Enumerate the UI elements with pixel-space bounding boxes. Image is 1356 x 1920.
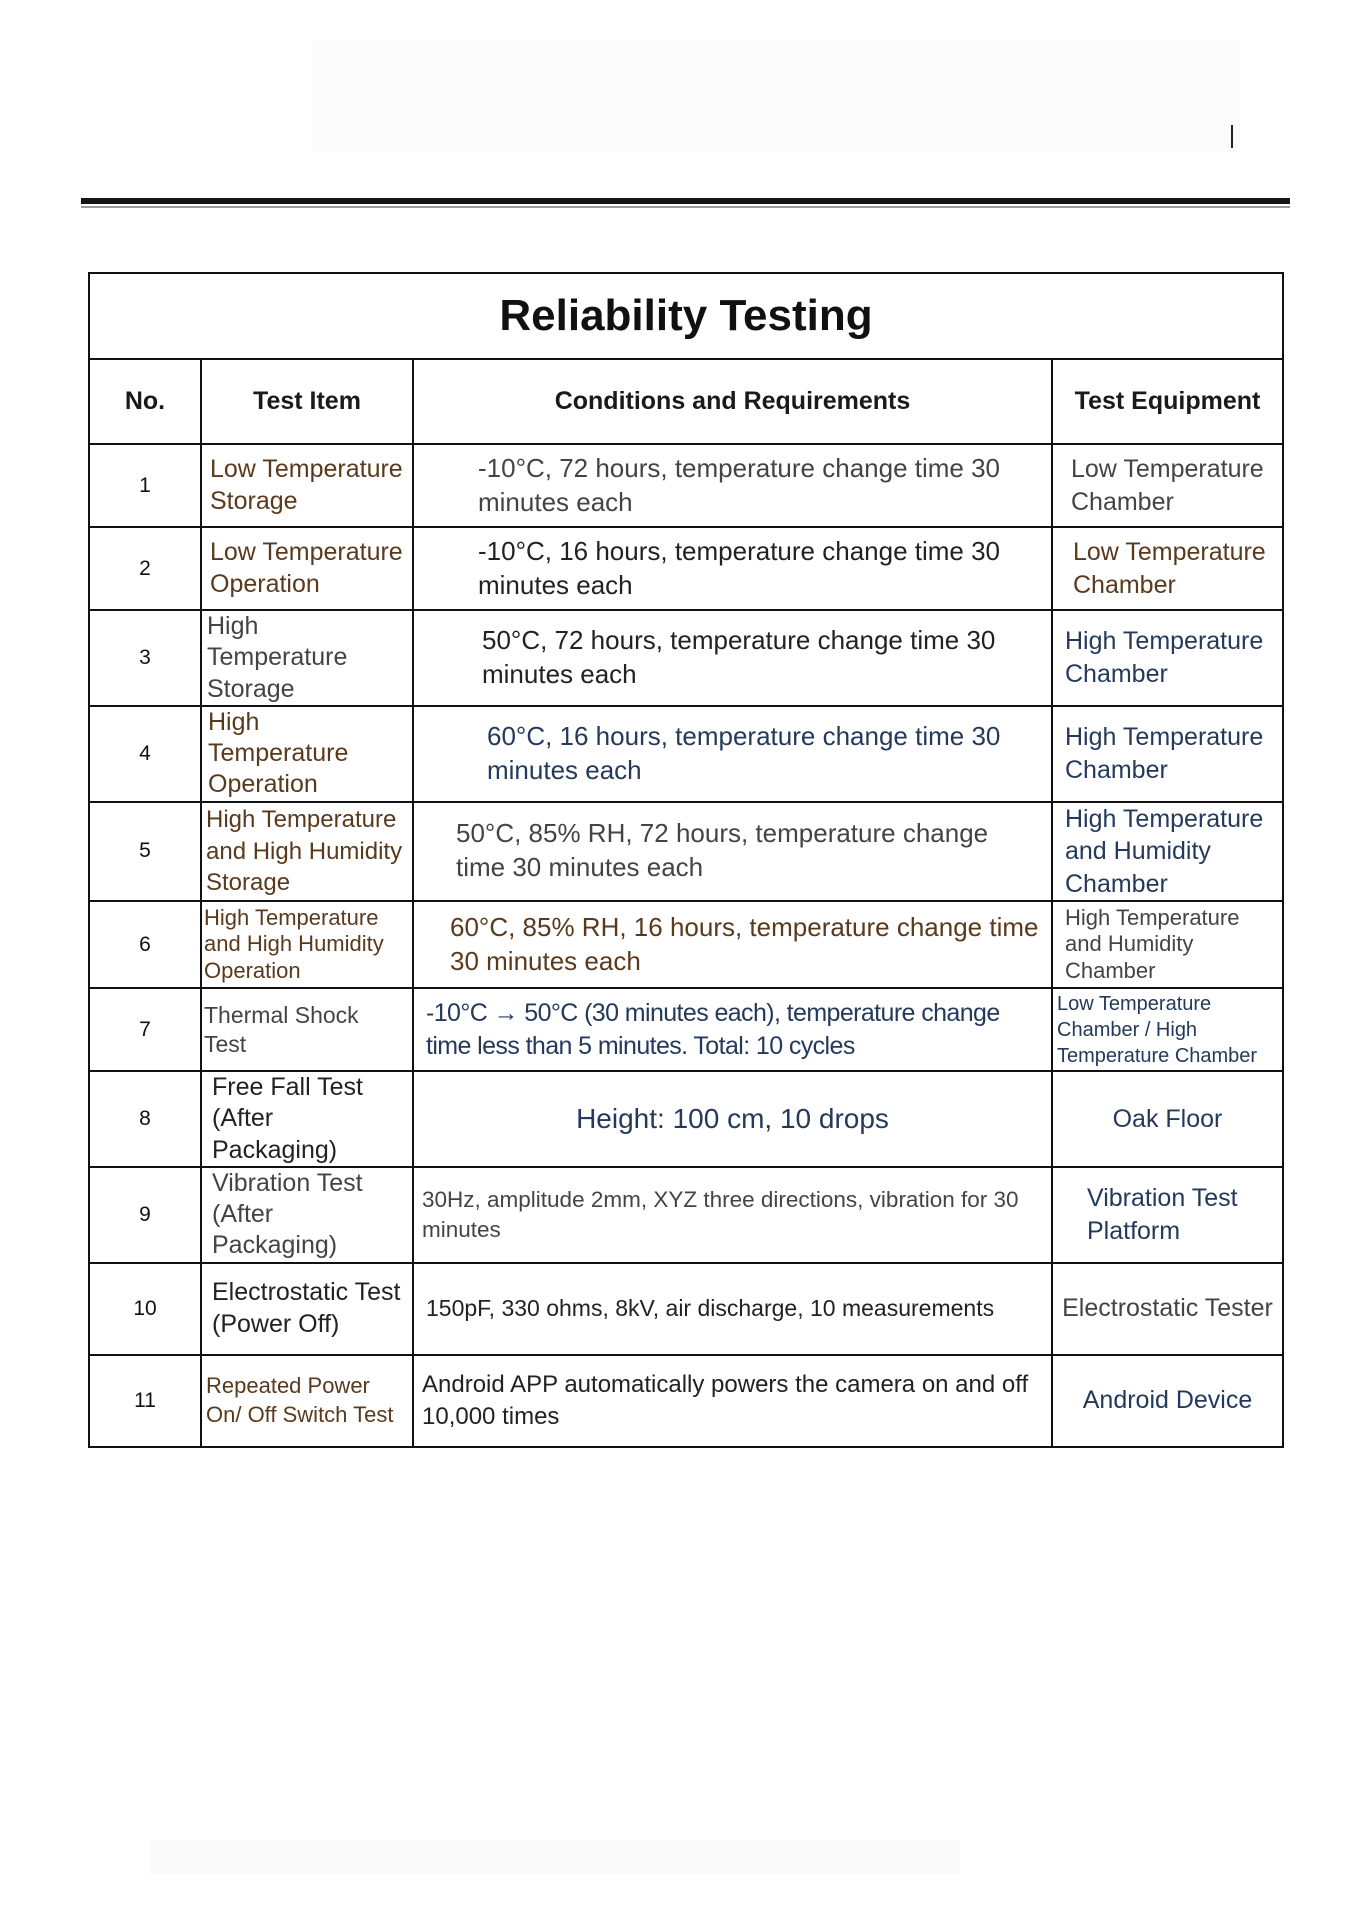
row-conditions: 50°C, 85% RH, 72 hours, temperature change time 30 minutes each bbox=[413, 802, 1052, 902]
row-test-item: High Temperature and High Humidity Operation bbox=[201, 901, 413, 988]
row-test-item: High Temperature Storage bbox=[201, 610, 413, 706]
row-no: 9 bbox=[89, 1167, 201, 1263]
row-conditions: 30Hz, amplitude 2mm, XYZ three directions, vibration for 30 minutes bbox=[413, 1167, 1052, 1263]
row-no: 8 bbox=[89, 1071, 201, 1167]
table-title: Reliability Testing bbox=[89, 273, 1283, 359]
table-row bbox=[89, 527, 1283, 610]
document-header-area bbox=[312, 40, 1240, 152]
row-no: 4 bbox=[89, 706, 201, 802]
table-title-row bbox=[89, 273, 1283, 359]
table-row bbox=[89, 988, 1283, 1071]
row-conditions: Android APP automatically powers the camera on and off 10,000 times bbox=[413, 1355, 1052, 1447]
header-conditions: Conditions and Requirements bbox=[413, 359, 1052, 444]
row-conditions: -10°C, 72 hours, temperature change time 30 minutes each bbox=[413, 444, 1052, 527]
row-equipment: High Temperature and Humidity Chamber bbox=[1052, 802, 1283, 902]
row-equipment: Electrostatic Tester bbox=[1052, 1263, 1283, 1355]
row-no: 11 bbox=[89, 1355, 201, 1447]
table-row bbox=[89, 1071, 1283, 1167]
header-margin-mark bbox=[1231, 125, 1233, 148]
row-test-item: Free Fall Test (After Packaging) bbox=[201, 1071, 413, 1167]
row-equipment: Low Temperature Chamber bbox=[1052, 527, 1283, 610]
table-row bbox=[89, 444, 1283, 527]
row-conditions: 50°C, 72 hours, temperature change time 30 minutes each bbox=[413, 610, 1052, 706]
row-equipment: Android Device bbox=[1052, 1355, 1283, 1447]
table-header-row bbox=[89, 359, 1283, 444]
row-no: 3 bbox=[89, 610, 201, 706]
row-conditions: 150pF, 330 ohms, 8kV, air discharge, 10 measurements bbox=[413, 1263, 1052, 1355]
header-no: No. bbox=[89, 359, 201, 444]
row-equipment: High Temperature and Humidity Chamber bbox=[1052, 901, 1283, 988]
row-no: 2 bbox=[89, 527, 201, 610]
header-rule-underline bbox=[81, 206, 1290, 208]
table-row bbox=[89, 706, 1283, 802]
row-equipment: Low Temperature Chamber bbox=[1052, 444, 1283, 527]
row-conditions: -10°C → 50°C (30 minutes each), temperature change time less than 5 minutes. Total: 10 cycles bbox=[413, 988, 1052, 1071]
row-no: 10 bbox=[89, 1263, 201, 1355]
row-test-item: Repeated Power On/ Off Switch Test bbox=[201, 1355, 413, 1447]
row-equipment: High Temperature Chamber bbox=[1052, 706, 1283, 802]
header-test-equipment: Test Equipment bbox=[1052, 359, 1283, 444]
header-rule bbox=[81, 198, 1290, 204]
row-conditions: Height: 100 cm, 10 drops bbox=[413, 1071, 1052, 1167]
row-test-item: Vibration Test (After Packaging) bbox=[201, 1167, 413, 1263]
row-no: 6 bbox=[89, 901, 201, 988]
row-equipment: High Temperature Chamber bbox=[1052, 610, 1283, 706]
row-test-item: Low Temperature Operation bbox=[201, 527, 413, 610]
row-test-item: Electrostatic Test (Power Off) bbox=[201, 1263, 413, 1355]
table-row bbox=[89, 1263, 1283, 1355]
row-conditions: 60°C, 85% RH, 16 hours, temperature change time 30 minutes each bbox=[413, 901, 1052, 988]
row-conditions: 60°C, 16 hours, temperature change time 30 minutes each bbox=[413, 706, 1052, 802]
row-no: 7 bbox=[89, 988, 201, 1071]
row-equipment: Oak Floor bbox=[1052, 1071, 1283, 1167]
table-row bbox=[89, 610, 1283, 706]
row-test-item: High Temperature Operation bbox=[201, 706, 413, 802]
row-equipment: Low Temperature Chamber / High Temperature Chamber bbox=[1052, 988, 1283, 1071]
row-no: 1 bbox=[89, 444, 201, 527]
header-test-item: Test Item bbox=[201, 359, 413, 444]
row-test-item: Thermal Shock Test bbox=[201, 988, 413, 1071]
table-row bbox=[89, 901, 1283, 988]
reliability-testing-table bbox=[88, 272, 1284, 1448]
row-test-item: Low Temperature Storage bbox=[201, 444, 413, 527]
row-equipment: Vibration Test Platform bbox=[1052, 1167, 1283, 1263]
row-no: 5 bbox=[89, 802, 201, 902]
footer-area bbox=[150, 1840, 960, 1874]
row-test-item: High Temperature and High Humidity Storage bbox=[201, 802, 413, 902]
table-row bbox=[89, 1355, 1283, 1447]
table-row bbox=[89, 1167, 1283, 1263]
row-conditions: -10°C, 16 hours, temperature change time 30 minutes each bbox=[413, 527, 1052, 610]
table-row bbox=[89, 802, 1283, 902]
